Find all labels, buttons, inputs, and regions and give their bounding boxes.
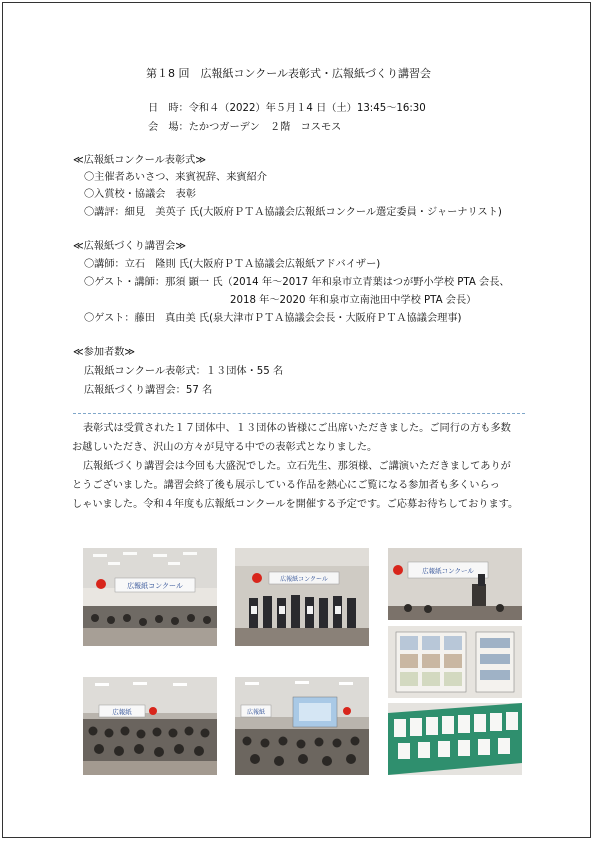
banner-text: 広報紙 <box>246 709 266 716</box>
report-line: しゃいました。令和４年度も広報紙コンクールを開催する予定です。ご応募お待ちしております。 <box>72 499 519 510</box>
document-title: 第１8 回 広報紙コンクール表彰式・広報紙づくり講習会 <box>146 67 432 80</box>
event-photo-hall <box>83 548 217 646</box>
workshop-item: 〇ゲスト・講師：那須 顕一 氏（2014 年～2017 年和泉市立青葉はつが野小学校 PTA 会長、 <box>84 277 510 288</box>
participants-item: 広報紙づくり講習会：57 名 <box>84 385 213 396</box>
banner-text: 広報紙 <box>112 708 132 716</box>
ceremony-item: 〇主催者あいさつ、来賓祝辞、来賓紹介 <box>84 172 267 183</box>
banner-text: 広報紙コンクール <box>422 567 474 575</box>
banner-text: 広報紙コンクール <box>280 576 328 583</box>
event-photo-screen <box>235 677 369 775</box>
ceremony-heading: ≪広報紙コンクール表彰式≫ <box>73 155 206 166</box>
report-line: とうございました。講習会終了後も展示している作品を熱心にご覧になる参加者も多くいらっ <box>72 480 500 491</box>
event-photo-group <box>235 548 369 646</box>
event-photo-wall <box>388 703 522 775</box>
event-photo-board <box>388 626 522 698</box>
document-page <box>2 2 591 838</box>
report-line: お越しいただき、沢山の方々が見守る中での表彰式となりました。 <box>72 442 378 453</box>
event-photo-audience <box>83 677 217 775</box>
ceremony-item: 〇入賞校・協議会 表彰 <box>84 189 197 200</box>
report-line: 広報紙づくり講習会は今回も大盛況でした。立石先生、那須様、ご講演いただきましてありが <box>83 461 511 472</box>
participants-heading: ≪参加者数≫ <box>73 347 136 358</box>
event-venue: 会 場：たかつガーデン ２階 コスモス <box>148 122 342 133</box>
event-photo-podium <box>388 548 522 620</box>
ceremony-item: 〇講評：細見 美英子 氏(大阪府ＰＴＡ協議会広報紙コンクール選定委員・ジャーナリスト) <box>84 207 502 218</box>
report-line: 表彰式は受賞された１７団体中、１３団体の皆様にご出席いただきました。ご同行の方も多数 <box>83 423 511 434</box>
workshop-item: 〇ゲスト：藤田 真由美 氏(泉大津市ＰＴＡ協議会会長・大阪府ＰＴＡ協議会理事) <box>84 313 462 324</box>
workshop-item: 2018 年～2020 年和泉市立南池田中学校 PTA 会長） <box>230 295 477 306</box>
event-date: 日 時：令和４（2022）年５月１4 日（土）13:45～16:30 <box>148 103 426 114</box>
section-divider <box>73 413 525 414</box>
banner-text: 広報紙コンクール <box>127 582 183 590</box>
participants-item: 広報紙コンクール表彰式：１３団体・55 名 <box>84 366 284 377</box>
workshop-heading: ≪広報紙づくり講習会≫ <box>73 241 187 252</box>
workshop-item: 〇講師：立石 隆則 氏(大阪府ＰＴＡ協議会広報紙アドバイザー) <box>84 259 381 270</box>
